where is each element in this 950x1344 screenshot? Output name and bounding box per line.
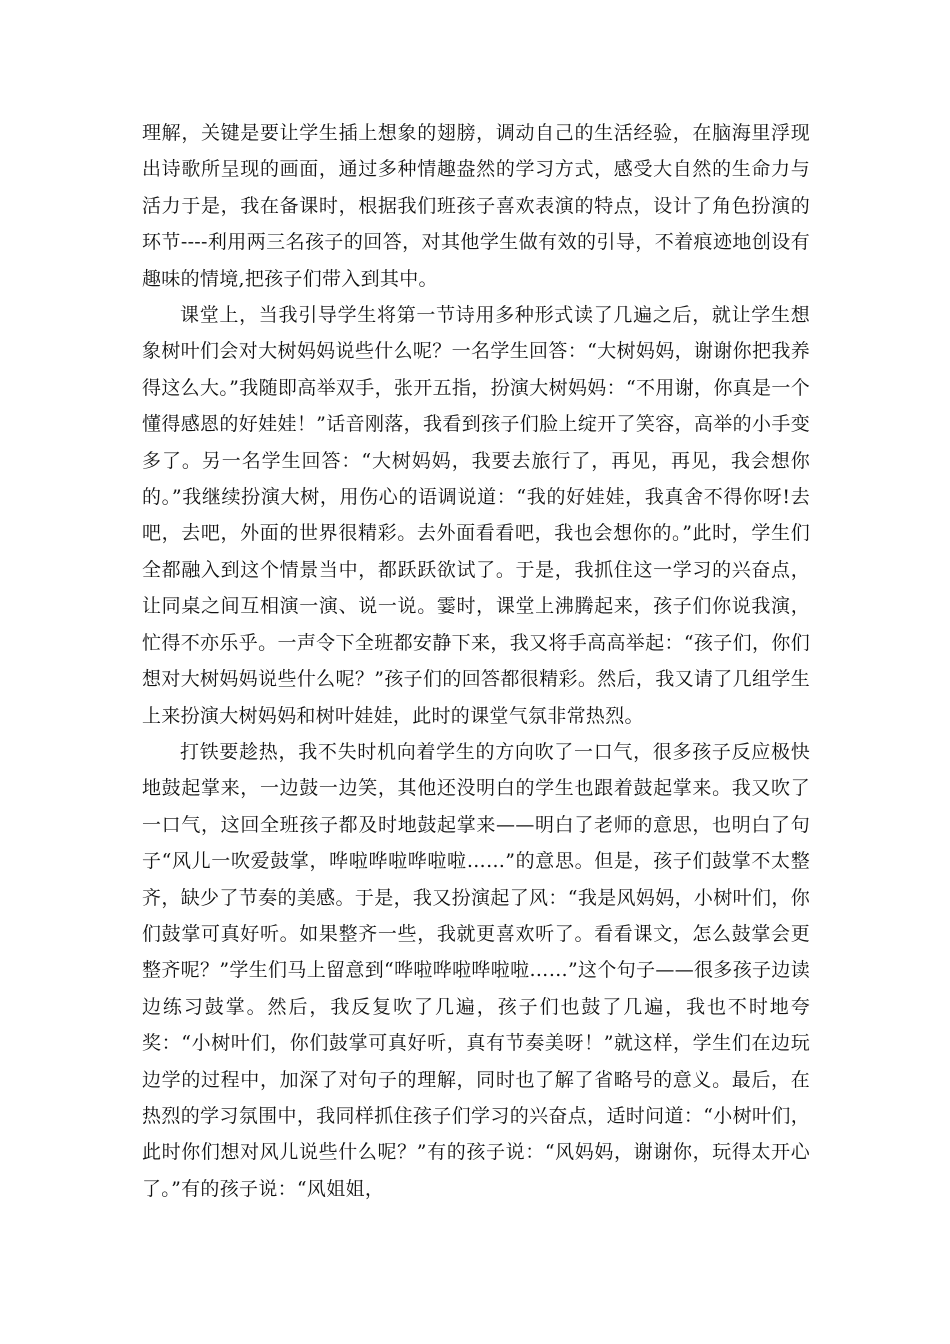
paragraph-3: 打铁要趁热，我不失时机向着学生的方向吹了一口气，很多孩子反应极快地鼓起掌来，一边鼓一边笑，其他还没明白的学生也跟着鼓起掌来。我又吹了一口气，这回全班孩子都及时地鼓起掌来——明白了老师的意思，也明白了句子“风儿一吹爱鼓掌，哗啦哗啦哗啦啦……”的意思。但是，孩子们鼓掌不太整齐，缺少了节奏的美感。于是，我又扮演起了风：“我是风妈妈，小树叶们，你们鼓掌可真好听。如果整齐一些，我就更喜欢听了。看看课文，怎么鼓掌会更整齐呢？”学生们马上留意到“哗啦哗啦哗啦啦……”这个句子——很多孩子边读边练习鼓掌。然后，我反复吹了几遍，孩子们也鼓了几遍，我也不时地夸奖：“小树叶们，你们鼓掌可真好听，真有节奏美呀！”就这样，学生们在边玩边学的过程中，加深了对句子的理解，同时也了解了省略号的意义。最后，在热烈的学习氛围中，我同样抓住孩子们学习的兴奋点，适时问道：“小树叶们，此时你们想对风儿说些什么呢？”有的孩子说：“风妈妈，谢谢你，玩得太开心了。”有的孩子说：“风姐姐， [142,740,810,1200]
paragraph-1: 理解，关键是要让学生插上想象的翅膀，调动自己的生活经验，在脑海里浮现出诗歌所呈现的画面，通过多种情趣盎然的学习方式，感受大自然的生命力与活力于是，我在备课时，根据我们班孩子喜欢表演的特点，设计了角色扮演的环节----利用两三名孩子的回答，对其他学生做有效的引导，不着痕迹地创设有趣味的情境,把孩子们带入到其中。 [142,122,810,290]
paragraph-2: 课堂上，当我引导学生将第一节诗用多种形式读了几遍之后，就让学生想象树叶们会对大树妈妈说些什么呢？一名学生回答：“大树妈妈，谢谢你把我养得这么大。”我随即高举双手，张开五指，扮演大树妈妈：“不用谢，你真是一个懂得感恩的好娃娃！”话音刚落，我看到孩子们脸上绽开了笑容，高举的小手变多了。另一名学生回答：“大树妈妈，我要去旅行了，再见，再见，我会想你的。”我继续扮演大树，用伤心的语调说道：“我的好娃娃，我真舍不得你呀!去吧，去吧，外面的世界很精彩。去外面看看吧，我也会想你的。”此时，学生们全都融入到这个情景当中，都跃跃欲试了。于是，我抓住这一学习的兴奋点，让同桌之间互相演一演、说一说。霎时，课堂上沸腾起来，孩子们你说我演，忙得不亦乐乎。一声令下全班都安静下来，我又将手高高举起：“孩子们，你们想对大树妈妈说些什么呢？”孩子们的回答都很精彩。然后，我又请了几组学生上来扮演大树妈妈和树叶娃娃，此时的课堂气氛非常热烈。 [142,304,810,727]
document-body [142,115,810,1207]
